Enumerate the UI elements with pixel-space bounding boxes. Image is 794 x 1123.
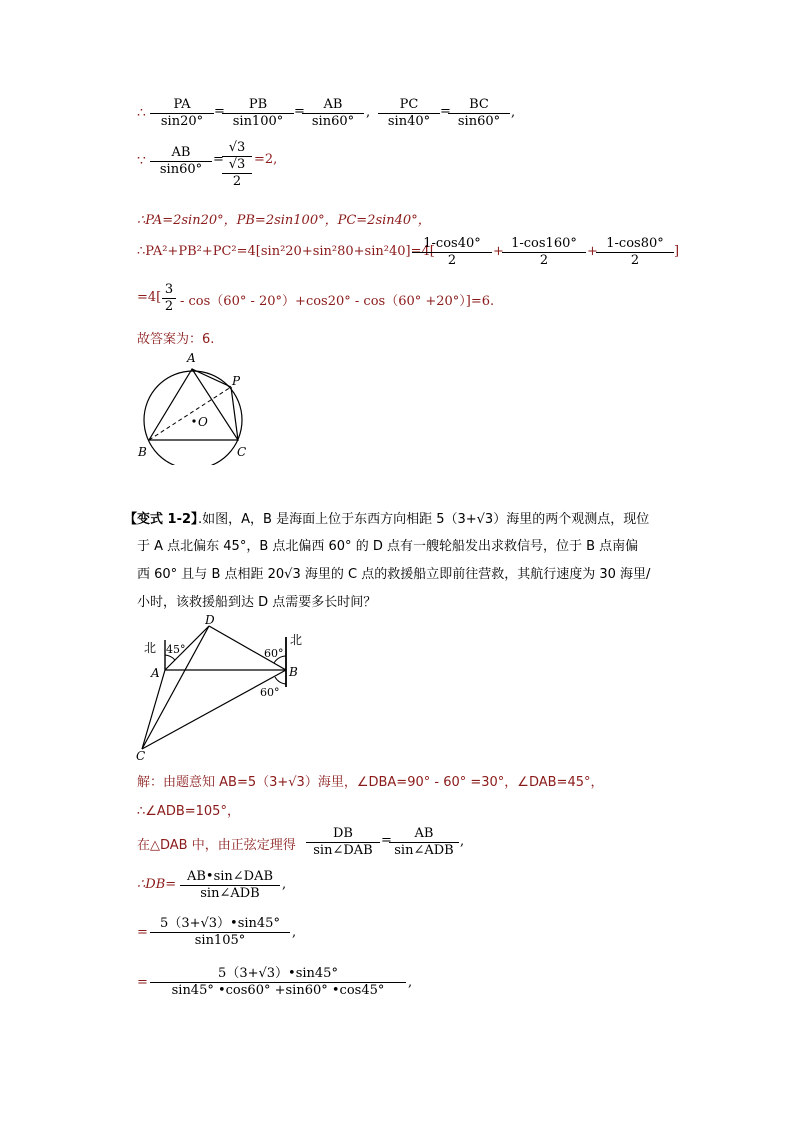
fraction-1-cos160	[502, 236, 586, 269]
equals-sign: =	[381, 833, 392, 848]
fraction-numerator: 5（3+√3）•sin45°	[150, 966, 406, 983]
fraction-ab	[302, 97, 364, 130]
fraction-numerator: √3	[222, 140, 252, 157]
solution-line-4-lhs: ∴DB=	[137, 877, 177, 892]
fraction-sin105	[150, 916, 290, 949]
problem-tag: 【变式 1-2】	[124, 512, 205, 527]
circle-figure	[135, 345, 255, 465]
label-d: D	[205, 613, 215, 627]
segment-ac	[142, 670, 165, 749]
comma: ,	[408, 975, 413, 990]
fraction-denominator: 2	[447, 253, 457, 268]
comma: ,	[366, 105, 371, 120]
fraction-denominator: sin∠DAB	[313, 843, 373, 858]
fraction-numerator: 1-cos160°	[502, 236, 586, 253]
fraction-bc	[448, 97, 510, 130]
result-two: =2,	[254, 152, 278, 167]
fraction-numerator: 5（3+√3）•sin45°	[150, 916, 290, 933]
fraction-db-sin-dab	[306, 826, 380, 859]
fraction-denominator: sin60°	[159, 162, 203, 177]
label-a: A	[151, 666, 160, 680]
comma: ,	[511, 105, 516, 120]
sum-of-squares-lhs: ∴PA²+PB²+PC²=4[sin²20+sin²80+sin²40]=4[	[137, 244, 435, 259]
triangle-abc	[149, 369, 238, 440]
angle-arc-60-bottom	[275, 677, 286, 684]
label-c: C	[237, 445, 247, 459]
label-p: P	[232, 374, 241, 388]
label-north-right: 北	[290, 633, 303, 647]
fraction-denominator: sin100°	[232, 114, 284, 129]
label-b: B	[289, 665, 298, 679]
problem-line-2: 于 A 点北偏东 45°，B 点北偏西 60° 的 D 点有一艘轮船发出求救信号，位于 B 点南偏	[137, 539, 639, 554]
fraction-numerator: AB	[302, 97, 364, 114]
fraction-denominator: sin60°	[457, 114, 501, 129]
closing-bracket: ]	[674, 244, 680, 259]
solution-line-5-lhs: =	[137, 925, 148, 940]
fraction-denominator: sin105°	[194, 933, 246, 948]
fraction-db-expression	[180, 869, 280, 902]
fraction-pa	[150, 97, 214, 130]
fraction-denominator: sin∠ADB	[394, 843, 454, 858]
solution-line-3-text: 在△DAB 中，由正弦定理得	[137, 838, 296, 853]
fraction-denominator: sin45° •cos60° +sin60° •cos45°	[171, 983, 385, 998]
fraction-expanded-sin105	[150, 966, 406, 999]
fraction-numerator: PB	[222, 97, 294, 114]
plus-sign: +	[587, 244, 598, 259]
equals-sign: =	[440, 104, 451, 119]
solution-line-2: ∴∠ADB=105°，	[137, 804, 240, 819]
fraction-numerator: DB	[306, 826, 380, 843]
line5-start: =4[	[137, 290, 162, 305]
fraction-numerator: 1-cos40°	[412, 236, 492, 253]
because-symbol: ∵	[137, 153, 146, 169]
fraction-3-over-2	[162, 282, 176, 315]
pa-pb-pc-values: ∴PA=2sin20°，PB=2sin100°，PC=2sin40°，	[137, 213, 431, 228]
fraction-numerator: 3	[162, 282, 176, 299]
fraction-pc	[378, 97, 440, 130]
fraction-ab-sin-adb	[389, 826, 459, 859]
problem-line-4: 小时，该救援船到达 D 点需要多长时间？	[137, 595, 377, 610]
fraction-inner-numerator: √3	[222, 157, 252, 174]
navigation-figure	[132, 610, 312, 765]
comma: ,	[460, 834, 465, 849]
label-a: A	[187, 351, 196, 365]
label-north-left: 北	[144, 641, 157, 655]
fraction-pb	[222, 97, 294, 130]
problem-line-1: .如图，A，B 是海面上位于东西方向相距 5（3+√3）海里的两个观测点，现位	[198, 512, 650, 527]
fraction-denominator: sin20°	[160, 114, 204, 129]
fraction-1-cos40	[412, 236, 492, 269]
problem-line-3: 西 60° 且与 B 点相距 20√3 海里的 C 点的救援船立即前往营救，其航行速度为 30 海里/	[137, 567, 651, 582]
label-c: C	[136, 749, 146, 763]
fraction-numerator: AB	[389, 826, 459, 843]
fraction-1-cos80	[596, 236, 674, 269]
fraction-numerator: AB	[150, 145, 212, 162]
fraction-sqrt3-over-sqrt3-half	[222, 140, 252, 190]
comma: ,	[282, 877, 287, 892]
plus-sign: +	[493, 244, 504, 259]
label-b: B	[138, 445, 147, 459]
segment-bp-dashed	[149, 387, 231, 440]
therefore-symbol: ∴	[137, 105, 146, 121]
equals-sign: =	[294, 104, 305, 119]
fraction-denominator: 2	[539, 253, 549, 268]
label-angle-60-top: 60°	[264, 647, 284, 660]
fraction-denominator: 2	[164, 299, 174, 314]
label-angle-60-bottom: 60°	[260, 686, 280, 699]
equals-sign: =	[214, 104, 225, 119]
fraction-inner-denominator: 2	[232, 174, 242, 189]
fraction-denominator: sin60°	[311, 114, 355, 129]
fraction-numerator: AB•sin∠DAB	[180, 869, 280, 886]
line5-rest: - cos（60° - 20°）+cos20° - cos（60° +20°）]=6.	[180, 294, 495, 309]
fraction-denominator: sin40°	[387, 114, 431, 129]
fraction-denominator: 2	[630, 253, 640, 268]
fraction-ab-sin60	[150, 145, 212, 178]
fraction-numerator: PA	[150, 97, 214, 114]
center-point	[192, 419, 195, 422]
fraction-numerator: PC	[378, 97, 440, 114]
comma: ,	[292, 925, 297, 940]
fraction-denominator: sin∠ADB	[200, 886, 260, 901]
solution-line-1: 解：由题意知 AB=5（3+√3）海里，∠DBA=90° - 60° =30°，∠DAB=45°，	[137, 775, 604, 790]
label-o: O	[198, 415, 208, 429]
equals-sign: =	[213, 152, 224, 167]
solution-line-6-lhs: =	[137, 975, 148, 990]
fraction-numerator: 1-cos80°	[596, 236, 674, 253]
answer-text: 故答案为：6.	[137, 332, 215, 347]
fraction-numerator: BC	[448, 97, 510, 114]
label-angle-45: 45°	[166, 643, 186, 656]
